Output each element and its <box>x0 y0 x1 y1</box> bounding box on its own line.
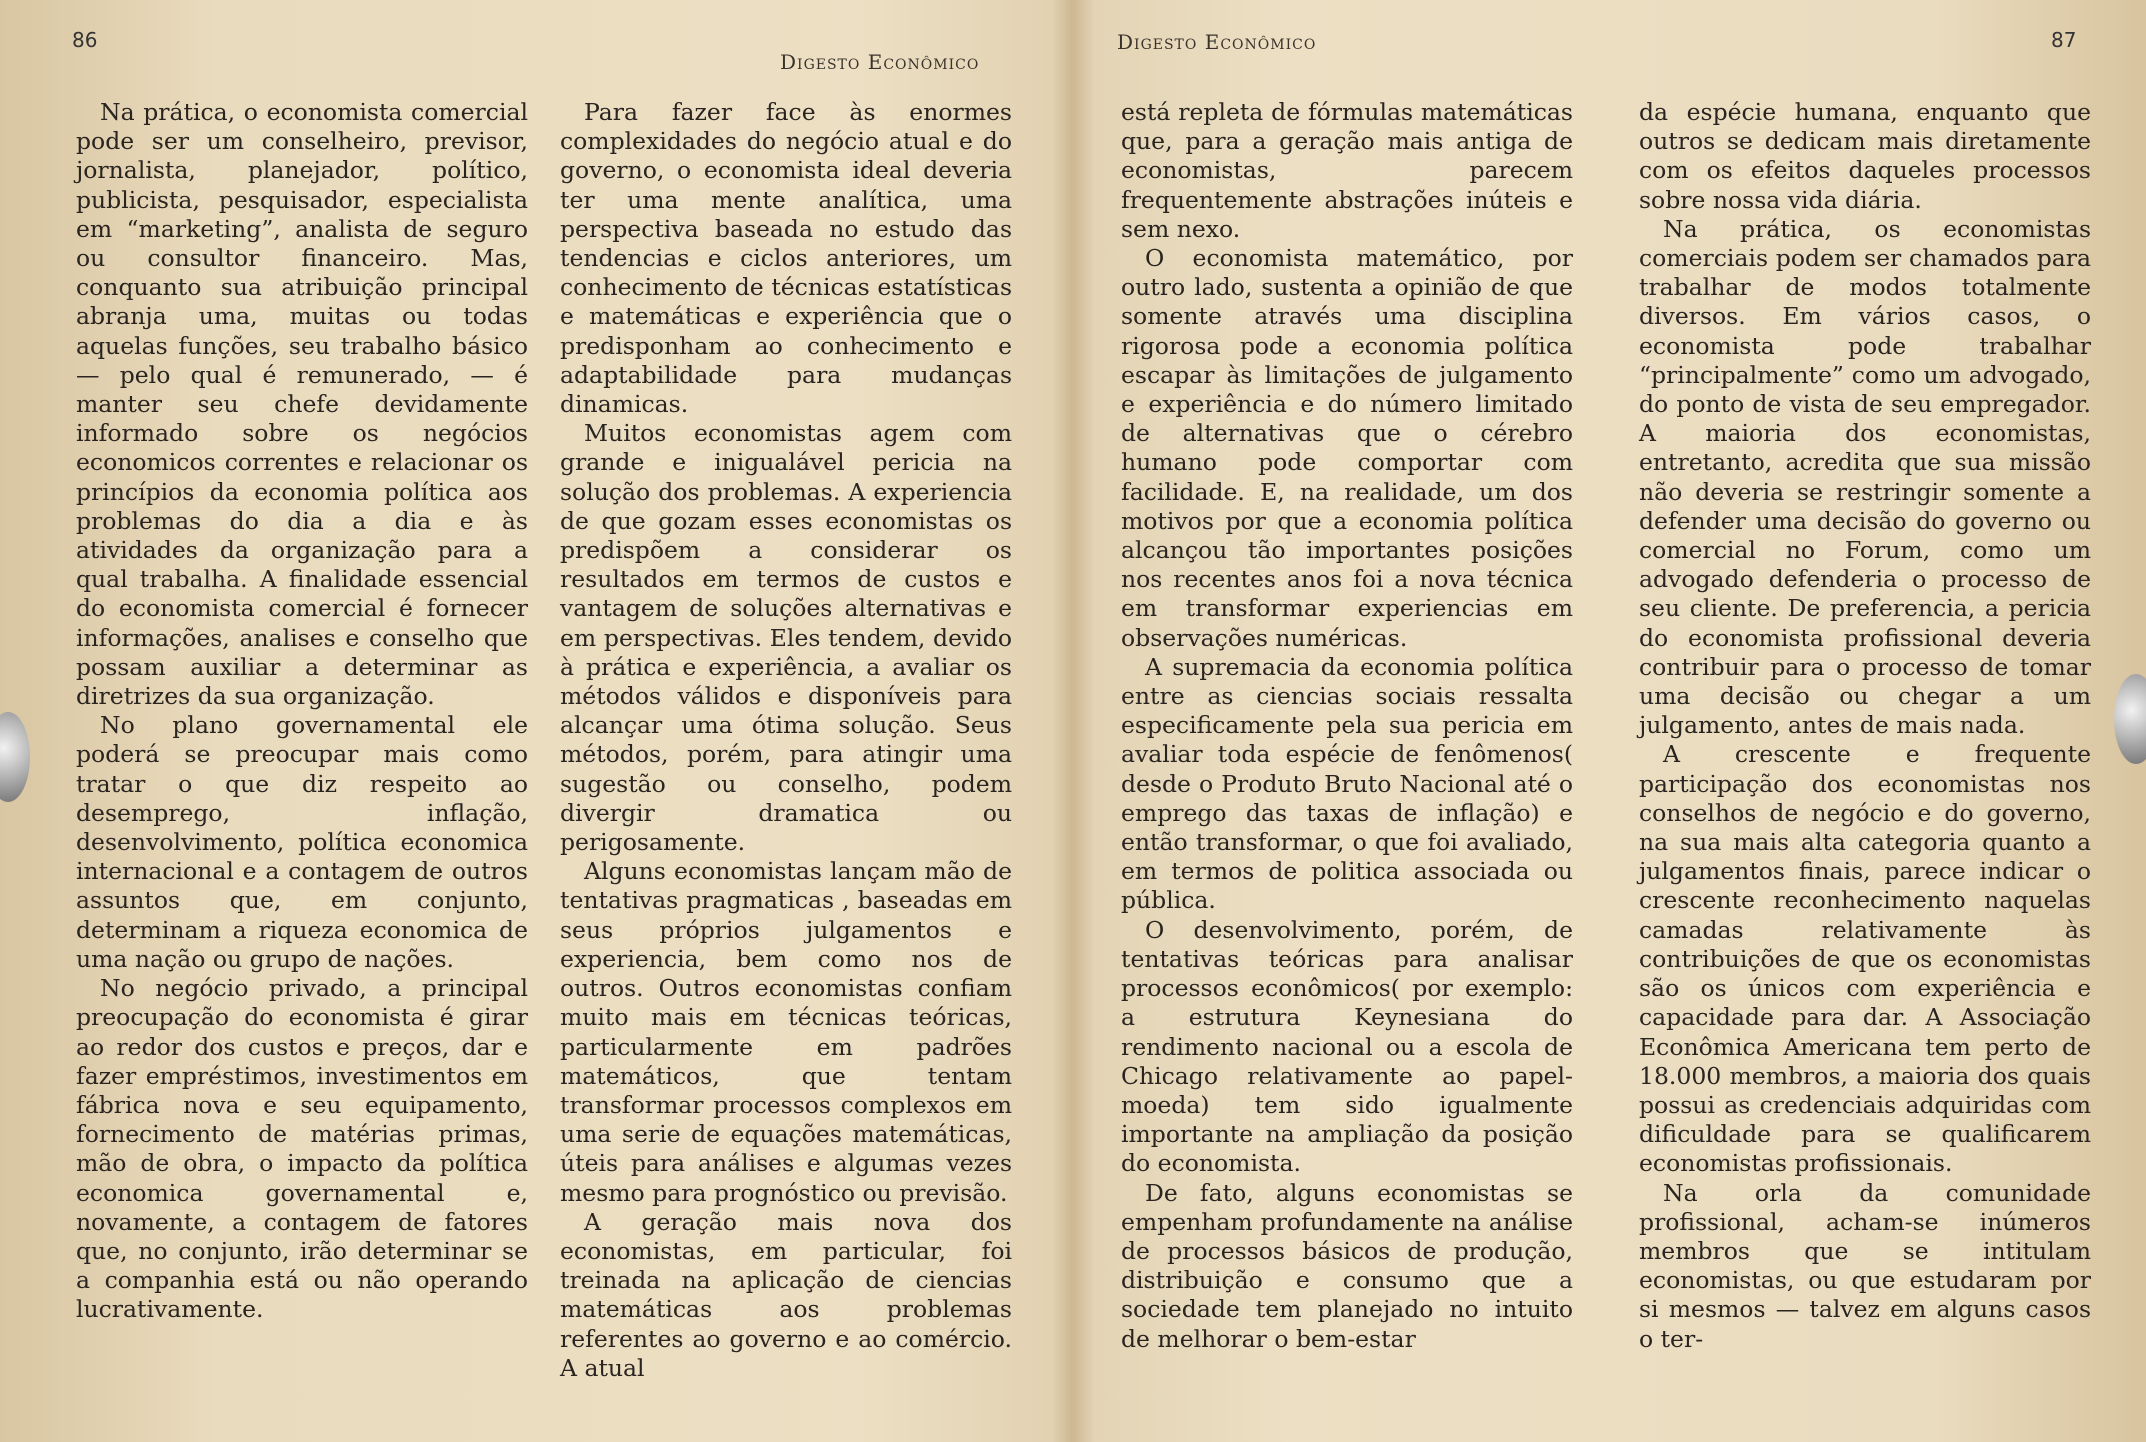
paragraph: está repleta de fórmulas matemáticas que, para a geração mais antiga de economistas, parecem frequentemente abstrações inúteis e sem nexo. <box>1121 98 1573 243</box>
page-number-left: 86 <box>72 28 98 52</box>
running-head-left: Digesto Econômico <box>780 50 980 74</box>
paragraph: A supremacia da economia política entre as ciencias sociais ressalta especificamente pela sua pericia em avaliar toda espécie de fenômenos( desde o Produto Bruto Nacional até o emprego das taxas de inflação) e então transformar, o que foi avaliado, em termos de politica associada ou pública. <box>1121 652 1573 915</box>
running-head-right: Digesto Econômico <box>1117 30 1317 54</box>
paragraph: No negócio privado, a principal preocupação do economista é girar ao redor dos custos e preços, dar e fazer empréstimos, investimentos em fábrica nova e seu equipamento, fornecimento de matérias primas, mão de obra, o impacto da política economica governamental e, novamente, a contagem de fatores que, no conjunto, irão determinar se a companhia está ou não operando lucrativamente. <box>76 974 528 1324</box>
paragraph: De fato, alguns economistas se empenham profundamente na análise de processos básicos de produção, distribuição e consumo que a sociedade tem planejado no intuito de melhorar o bem-estar <box>1121 1178 1573 1353</box>
left-page-column-2 <box>560 98 1012 1383</box>
left-page-column-1 <box>76 98 528 1325</box>
paragraph: A geração mais nova dos economistas, em particular, foi treinada na aplicação de ciencias matemáticas aos problemas referentes ao governo e ao comércio. A atual <box>560 1207 1012 1382</box>
paragraph: A crescente e frequente participação dos economistas nos conselhos de negócio e do governo, na sua mais alta categoria quanto a julgamentos finais, parece indicar o crescente reconhecimento naquelas camadas relativamente às contribuições de que os economistas são os únicos com experiência e capacidade para dar. A Associação Econômica Americana tem perto de 18.000 membros, a maioria dos quais possui as credenciais adquiridas com dificuldade para se qualificarem economistas profissionais. <box>1639 740 2091 1178</box>
paragraph: Na prática, o economista comercial pode ser um conselheiro, previsor, jornalista, planejador, político, publicista, pesquisador, especialista em “marketing”, analista de seguro ou consultor financeiro. Mas, conquanto sua atribuição principal abranja uma, muitas ou todas aquelas funções, seu trabalho básico — pelo qual é remunerado, — é manter seu chefe devidamente informado sobre os negócios economicos correntes e relacionar os princípios da economia política aos problemas do dia a dia e às atividades da organização para a qual trabalha. A finalidade essencial do economista comercial é fornecer informações, analises e conselho que possam auxiliar a determinar as diretrizes da sua organização. <box>76 98 528 711</box>
paragraph: Alguns economistas lançam mão de tentativas pragmaticas , baseadas em seus próprios julgamentos e experiencia, bem como nos de outros. Outros economistas confiam muito mais em técnicas teóricas, particularmente em padrões matemáticos, que tentam transformar processos complexos em uma serie de equações matemáticas, úteis para análises e algumas vezes mesmo para prognóstico ou previsão. <box>560 857 1012 1207</box>
paragraph: Para fazer face às enormes complexidades do negócio atual e do governo, o economista ideal deveria ter uma mente analítica, uma perspectiva baseada no estudo das tendencias e ciclos anteriores, um conhecimento de técnicas estatísticas e matemáticas e experiência que o predisponham ao conhecimento e adaptabilidade para mudanças dinamicas. <box>560 98 1012 419</box>
right-page-column-1 <box>1121 98 1573 1354</box>
paragraph: da espécie humana, enquanto que outros se dedicam mais diretamente com os efeitos daqueles processos sobre nossa vida diária. <box>1639 98 2091 214</box>
paragraph: Na orla da comunidade profissional, acham-se inúmeros membros que se intitulam economistas, ou que estudaram por si mesmos — talvez em alguns casos o ter- <box>1639 1178 2091 1353</box>
paragraph: O economista matemático, por outro lado, sustenta a opinião de que somente através uma disciplina rigorosa pode a economia política escapar às limitações de julgamento e experiência e do número limitado de alternativas que o cérebro humano pode comportar com facilidade. E, na realidade, um dos motivos por que a economia política alcançou tão importantes posições nos recentes anos foi a nova técnica em transformar experiencias em observações numéricas. <box>1121 244 1573 652</box>
right-page-column-2 <box>1639 98 2091 1354</box>
paragraph: Muitos economistas agem com grande e inigualável pericia na solução dos problemas. A experiencia de que gozam esses economistas os predispõem a considerar os resultados em termos de custos e vantagem de soluções alternativas e em perspectivas. Eles tendem, devido à prática e experiência, a avaliar os métodos válidos e disponíveis para alcançar uma ótima solução. Seus métodos, porém, para atingir uma sugestão ou conselho, podem divergir dramatica ou perigosamente. <box>560 419 1012 857</box>
right-page <box>1073 0 2146 1442</box>
paragraph: Na prática, os economistas comerciais podem ser chamados para trabalhar de modos totalmente diversos. Em vários casos, o economista pode trabalhar “principalmente” como um advogado, do ponto de vista de seu empregador. A maioria dos economistas, entretanto, acredita que sua missão não deveria se restringir somente a defender uma decisão do governo ou comercial no Forum, como um advogado defenderia o processo de seu cliente. De preferencia, a pericia do economista profissional deveria contribuir para o processo de tomar uma decisão ou chegar a um julgamento, antes de mais nada. <box>1639 214 2091 740</box>
paragraph: O desenvolvimento, porém, de tentativas teóricas para analisar processos econômicos( por exemplo: a estrutura Keynesiana do rendimento nacional ou a escola de Chicago relativamente ao papel-moeda) tem sido igualmente importante na ampliação da posição do economista. <box>1121 915 1573 1178</box>
paragraph: No plano governamental ele poderá se preocupar mais como tratar o que diz respeito ao desemprego, inflação, desenvolvimento, política economica internacional e a contagem de outros assuntos que, em conjunto, determinam a riqueza economica de uma nação ou grupo de nações. <box>76 711 528 973</box>
page-number-right: 87 <box>2051 28 2077 52</box>
binder-clip-icon <box>0 712 30 802</box>
